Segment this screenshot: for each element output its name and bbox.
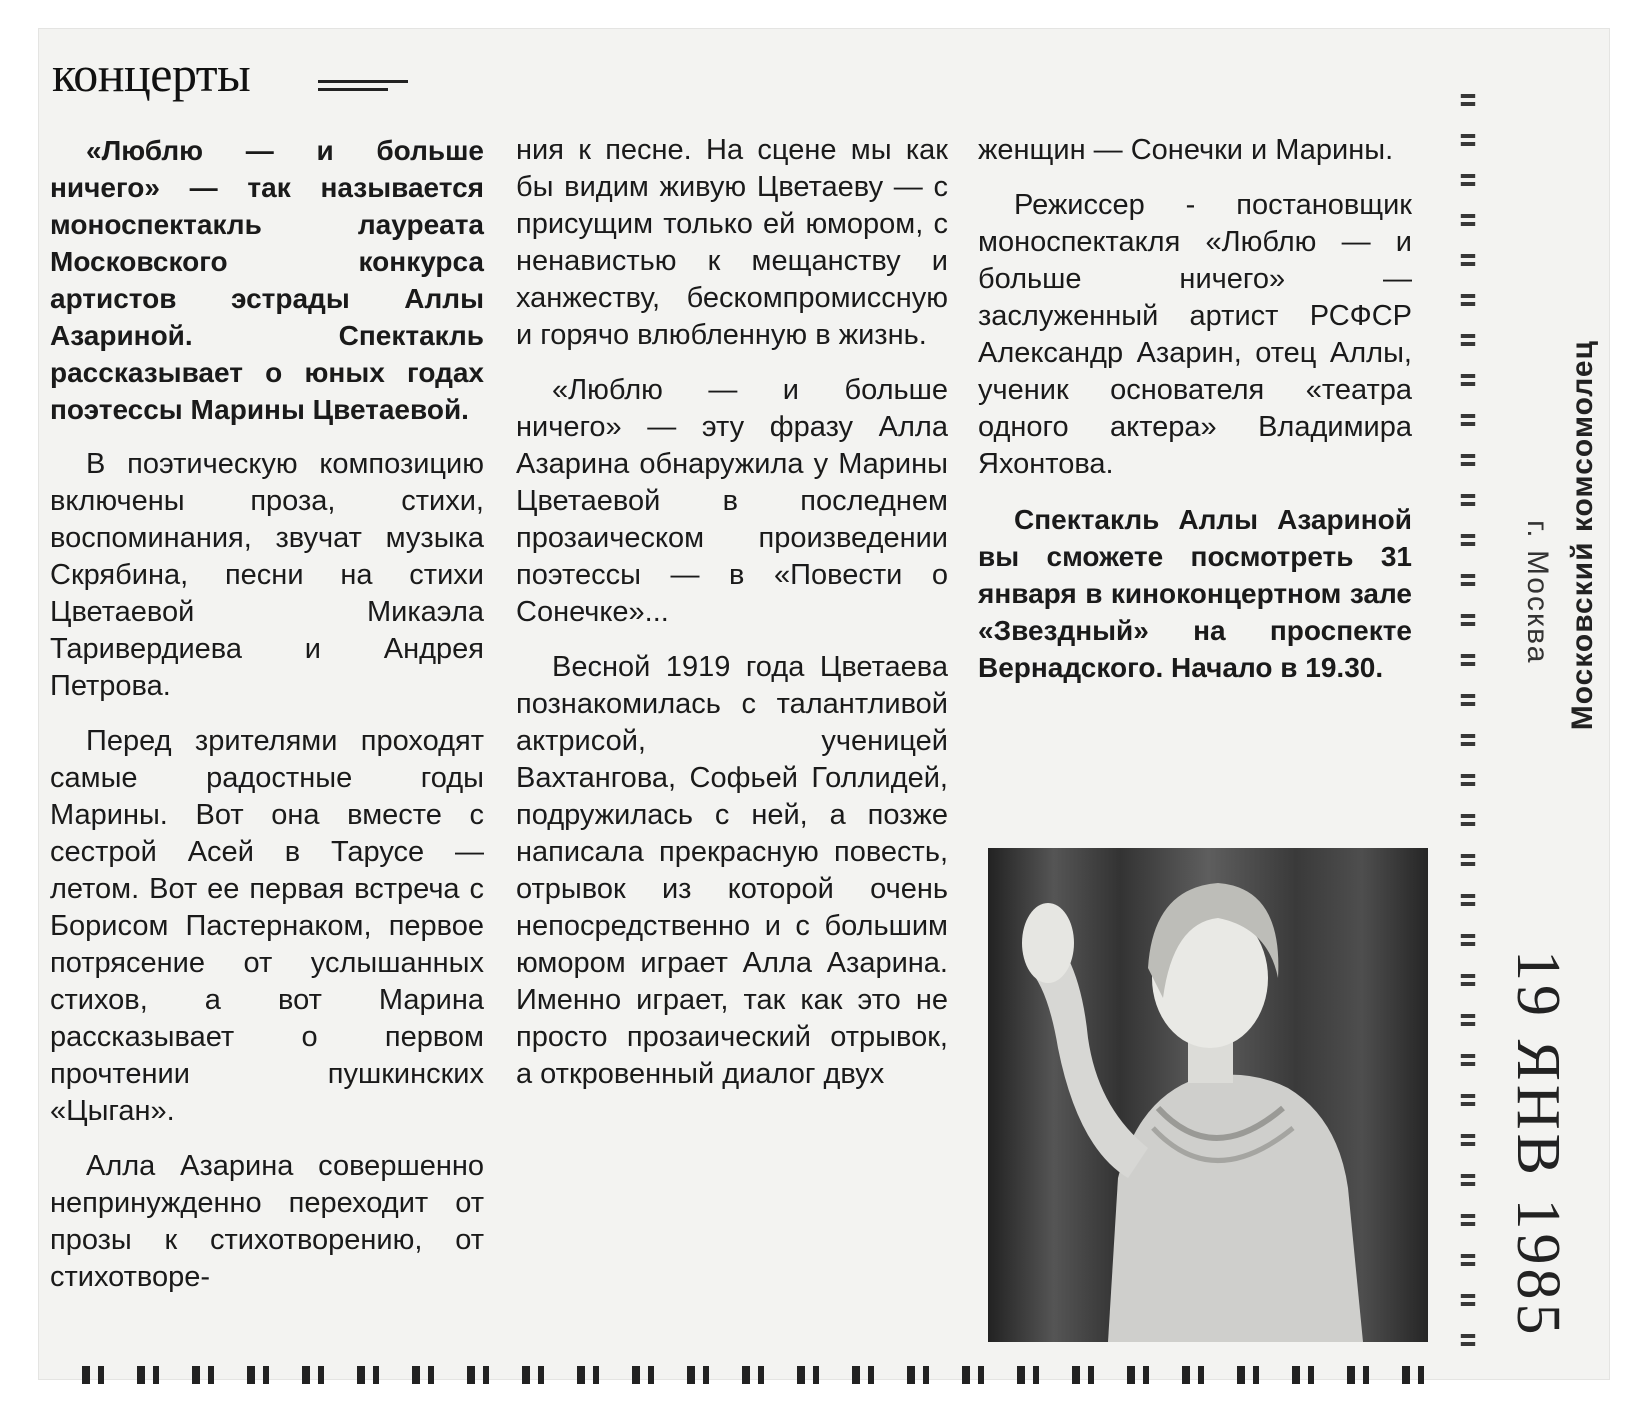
article-column-2: [516, 132, 948, 1111]
article-paragraph: Алла Азарина совершенно непринужденно переходит от прозы к стихотворению, от стихотворе-: [50, 1150, 484, 1293]
article-column-3: [978, 132, 1412, 704]
rubric-rule: [318, 80, 408, 83]
publication-name: Московский комсомолец: [1566, 340, 1599, 731]
article-lead: «Люблю — и больше ничего» — так называется моноспектакль лауреата Московского конкурса артистов эстрады Аллы Азариной. Спектакль рассказывает о юных годах поэтессы Марины Цветаевой.: [50, 135, 484, 425]
rubric-heading: концерты: [52, 46, 251, 102]
article-paragraph: Перед зрителями проходят самые радостные годы Марины. Вот она вместе с сестрой Асей в Тарусе — летом. Вот ее первая встреча с Борисом Пастернаком, первое потрясение от услышанных стихов, а вот Марина рассказывает о первом прочтении пушкинских «Цыган».: [50, 725, 484, 1127]
performer-photo: [988, 848, 1428, 1342]
article-paragraph: Весной 1919 года Цветаева познакомилась с талантливой актрисой, ученицей Вахтангова, Софьей Голлидей, подружилась с ней, а позже написала прекрасную повесть, отрывок из которой очень непосредственно и с большим юмором играет Алла Азарина. Именно играет, так как это не просто прозаический отрывок, а откровенный диалог двух: [516, 651, 948, 1090]
article-paragraph: «Люблю — и больше ничего» — эту фразу Алла Азарина обнаружила у Марины Цветаевой в последнем прозаическом произведении поэтессы — в «Повести о Сонечке»...: [516, 374, 948, 628]
stamp-city: г. Москва: [1521, 520, 1554, 665]
article-paragraph: В поэтическую композицию включены проза, стихи, воспоминания, звучат музыка Скрябина, песни на стихи Цветаевой Микаэла Таривердиева и Андрея Петрова.: [50, 448, 484, 702]
torn-edge-bottom: [60, 1366, 1450, 1384]
publication-stamp: [1566, 340, 1612, 840]
rubric-rule: [318, 88, 388, 91]
article-paragraph: ния к песне. На сцене мы как бы видим живую Цветаеву — с присущим только ей юмором, с ненавистью к мещанству и ханжеству, бескомпромиссную и горячо влюбленную в жизнь.: [516, 134, 948, 351]
article-paragraph: Режиссер - постановщик моноспектакля «Люблю — и больше ничего» — заслуженный артист РСФСР Александр Азарин, отец Аллы, ученик основателя «театра одного актера» Владимира Яхонтова.: [978, 189, 1412, 480]
article-column-1: [50, 132, 484, 1314]
performer-photo-graphic: [988, 848, 1428, 1342]
article-announcement: Спектакль Аллы Азариной вы сможете посмотреть 31 января в киноконцертном зале «Звездный» на проспекте Вернадского. Начало в 19.30.: [978, 504, 1412, 683]
stamp-date: 19 ЯНВ 1985: [1504, 950, 1572, 1339]
article-paragraph: женщин — Сонечки и Марины.: [978, 134, 1394, 166]
